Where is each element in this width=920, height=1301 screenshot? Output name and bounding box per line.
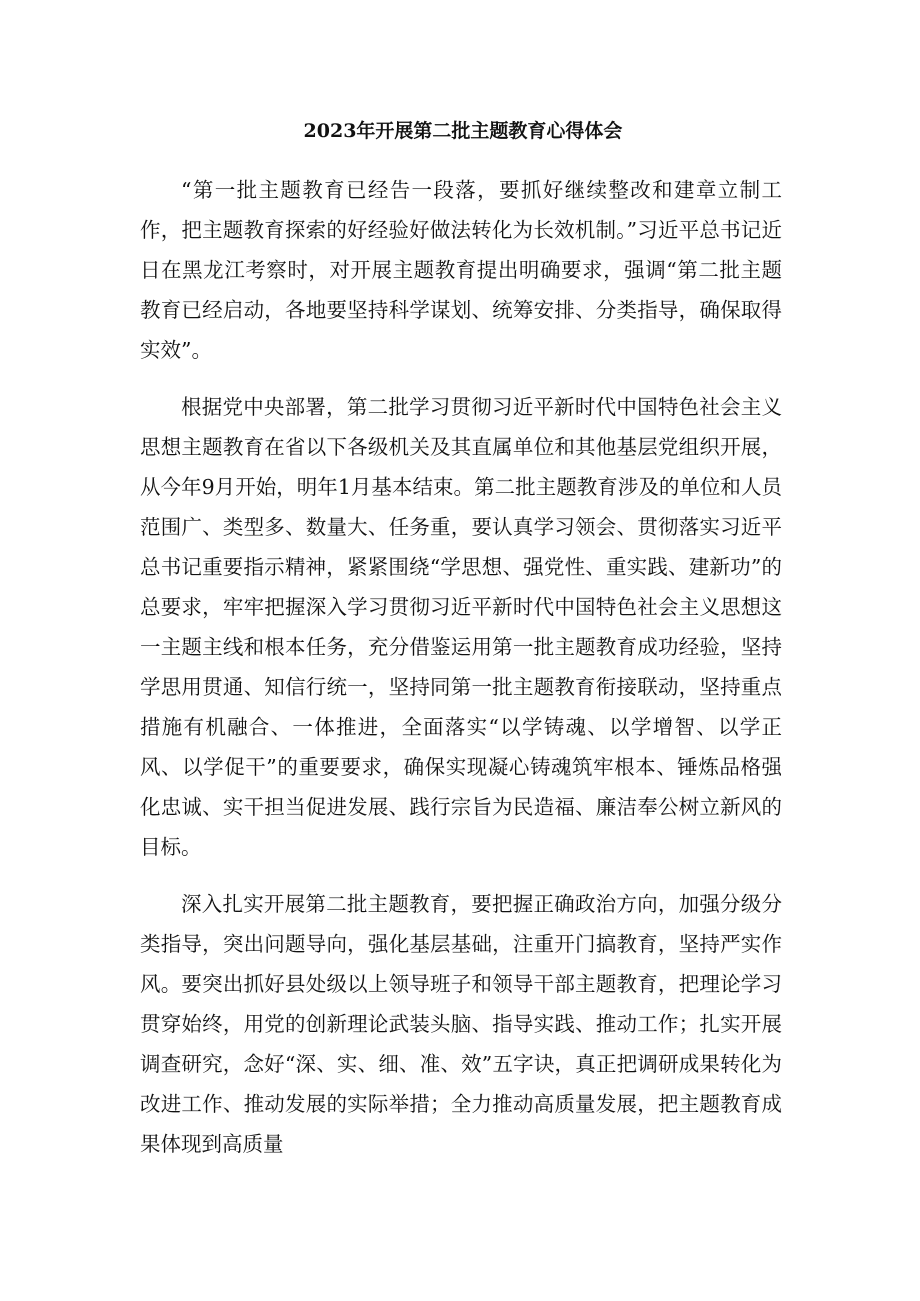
paragraph-1: “第一批主题教育已经告一段落，要抓好继续整改和建章立制工作，把主题教育探索的好经验好做法转化为长效机制。”习近平总书记近日在黑龙江考察时，对开展主题教育提出明确要求，强调“第二批主题教育已经启动，各地要坚持科学谋划、统筹安排、分类指导，确保取得实效”。 bbox=[140, 178, 782, 362]
paragraph-2: 根据党中央部署，第二批学习贯彻习近平新时代中国特色社会主义思想主题教育在省以下各级机关及其直属单位和其他基层党组织开展，从今年9月开始，明年1月基本结束。第二批主题教育涉及的单位和人员范围广、类型多、数量大、任务重，要认真学习领会、贯彻落实习近平总书记重要指示精神，紧紧围绕“学思想、强党性、重实践、建新功”的总要求，牢牢把握深入学习贯彻习近平新时代中国特色社会主义思想这一主题主线和根本任务，充分借鉴运用第一批主题教育成功经验，坚持学思用贯通、知信行统一，坚持同第一批主题教育衔接联动，坚持重点措施有机融合、一体推进，全面落实“以学铸魂、以学增智、以学正风、以学促干”的重要要求，确保实现凝心铸魂筑牢根本、锤炼品格强化忠诚、实干担当促进发展、践行宗旨为民造福、廉洁奉公树立新风的目标。 bbox=[140, 395, 782, 859]
paragraph-3: 深入扎实开展第二批主题教育，要把握正确政治方向，加强分级分类指导，突出问题导向，强化基层基础，注重开门搞教育，坚持严实作风。要突出抓好县处级以上领导班子和领导干部主题教育，把理论学习贯穿始终，用党的创新理论武装头脑、指导实践、推动工作；扎实开展调查研究，念好“深、实、细、准、效”五字诀，真正把调研成果转化为改进工作、推动发展的实际举措；全力推动高质量发展，把主题教育成果体现到高质量 bbox=[140, 892, 782, 1156]
document-title: 2023年开展第二批主题教育心得体会 bbox=[303, 120, 623, 142]
